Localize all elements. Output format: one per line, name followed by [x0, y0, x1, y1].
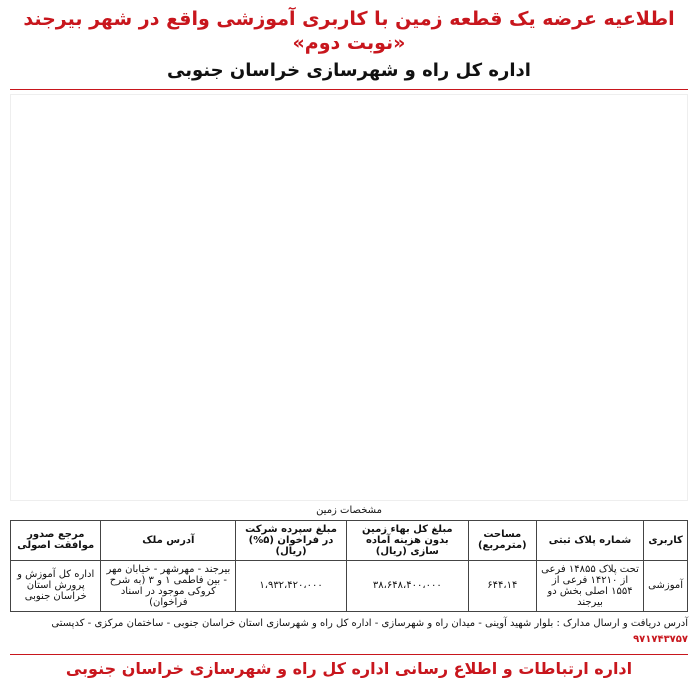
- col-address: آدرس ملک: [101, 520, 236, 560]
- notice-title: اطلاعیه عرضه یک قطعه زمین با کاربری آموزشی واقع در شهر بیرجند «نوبت دوم»: [23, 8, 675, 54]
- col-authority: مرجع صدور موافقت اصولی: [11, 520, 101, 560]
- cell-plate: تحت پلاک ۱۴۸۵۵ فرعی از ۱۴۲۱۰ فرعی از ۱۵۵۴ اصلی بخش دو بیرجند: [536, 560, 643, 611]
- postal-code: ۹۷۱۷۴۳۷۵۷: [633, 633, 688, 645]
- notice-body: [10, 94, 688, 501]
- address-line: [10, 616, 688, 648]
- col-deposit: مبلغ سپرده شرکت در فراخوان (۵%) (ریال): [236, 520, 347, 560]
- cell-usage: آموزشی: [644, 560, 688, 611]
- cell-area: ۶۴۴،۱۴: [468, 560, 536, 611]
- table-row: [11, 560, 688, 611]
- table-header-row: [11, 520, 688, 560]
- address-text: آدرس دریافت و ارسال مدارک : بلوار شهید آوینی - میدان راه و شهرسازی - اداره کل راه و شهرسازی استان خراسان جنوبی - ساختمان مرکزی - کدپستی: [51, 617, 688, 629]
- land-table: [10, 520, 688, 612]
- cell-address: بیرجند - مهرشهر - خیابان مهر - بین فاطمی ۱ و ۳ (به شرح کروکی موجود در اسناد فراخوان): [101, 560, 236, 611]
- col-area: مساحت (مترمربع): [468, 520, 536, 560]
- col-plate: شماره پلاک ثبتی: [536, 520, 643, 560]
- col-price: مبلغ کل بهاء زمین بدون هزینه آماده سازی (ریال): [346, 520, 468, 560]
- cell-price: ۳۸،۶۴۸،۴۰۰،۰۰۰: [346, 560, 468, 611]
- notice-subtitle: اداره کل راه و شهرسازی خراسان جنوبی: [167, 59, 531, 81]
- cell-authority: اداره کل آموزش و پرورش استان خراسان جنوبی: [11, 560, 101, 611]
- notice-footer: اداره ارتباطات و اطلاع رسانی اداره کل راه و شهرسازی خراسان جنوبی: [10, 654, 688, 678]
- cell-deposit: ۱،۹۳۲،۴۲۰،۰۰۰: [236, 560, 347, 611]
- table-caption: مشخصات زمین: [316, 504, 382, 516]
- col-usage: کاربری: [644, 520, 688, 560]
- title-divider: [10, 89, 688, 90]
